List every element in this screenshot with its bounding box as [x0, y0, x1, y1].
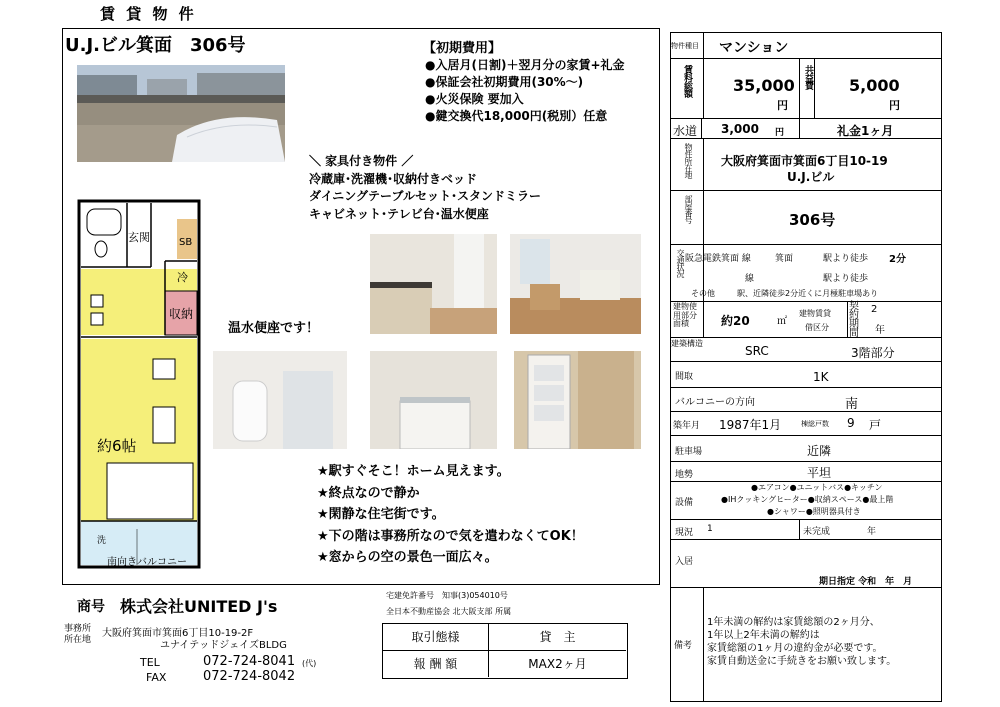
built-value: 1987年1月: [719, 418, 782, 432]
furniture-line: キャビネット･テレビ台･温水便座: [309, 206, 489, 221]
equipment-label: 設備: [675, 498, 694, 508]
initial-cost-item: ●火災保険 要加入: [425, 92, 524, 106]
notes-text: [707, 616, 896, 668]
initial-costs-title: 【初期費用】: [423, 41, 502, 56]
furniture-title: ＼ 家具付き物件 ／: [309, 154, 414, 168]
document-type: 賃 貸 物 件: [100, 5, 197, 23]
fp-balcony-label: 南向きバルコニー: [107, 557, 187, 568]
toilet-caption: 温水便座です！: [228, 321, 320, 336]
fee-label: 報 酬 額: [383, 651, 489, 677]
transaction-type-value: 貸 主: [489, 624, 626, 651]
fp-sb-label: SB: [179, 237, 193, 248]
notes-label: 備考: [674, 641, 693, 651]
parking-value: 近隣: [807, 444, 832, 458]
row-water: [671, 119, 941, 139]
walk2-label: 駅より徒歩: [823, 274, 869, 284]
equipment-line: ●IHクッキングヒーター●収納スペース●最上階: [721, 495, 894, 504]
row-rent: [671, 59, 941, 119]
floor-value: 3階部分: [851, 346, 895, 360]
row-layout: [671, 362, 941, 388]
office-address: 大阪府箕面市箕面6丁目10-19-2F: [102, 628, 254, 639]
row-status: [671, 520, 941, 540]
note-line: 家賃総額の1ヶ月の違約金が必要です。: [707, 643, 883, 654]
lease-type-2: 借区分: [805, 323, 829, 332]
property-flyer-panel: [62, 28, 660, 585]
feature-item: ★閑静な住宅街です。: [317, 507, 445, 522]
office-label-line: 所在地: [64, 635, 92, 645]
balcony-label: バルコニーの方向: [675, 397, 755, 408]
units-value: 9: [847, 416, 855, 430]
rent-yen: 円: [777, 99, 788, 112]
structure-label: 建築構造: [671, 339, 703, 348]
room-value: 306号: [789, 211, 836, 229]
room-photo: [510, 234, 641, 334]
kind-value: マンション: [719, 40, 789, 56]
transaction-type-label: 取引態様: [383, 624, 489, 651]
common-label-cell: [799, 59, 815, 119]
toilet-photo: [213, 351, 347, 449]
row-location: [671, 139, 941, 191]
notes-label-cell: [671, 588, 704, 701]
terrain-label: 地勢: [675, 470, 694, 480]
association: 全日本不動産協会 北大阪支部 所属: [386, 607, 512, 616]
location-label-cell: [671, 139, 704, 190]
row-structure: [671, 338, 941, 362]
fax-label: FAX: [146, 671, 167, 684]
furniture-line: 冷蔵庫･洗濯機･収納付きベッド: [309, 171, 478, 186]
row-equipment: [671, 482, 941, 520]
water-label: 水道: [673, 124, 698, 138]
fp-entrance-label: 玄関: [128, 231, 150, 244]
contract-unit: 年: [875, 325, 885, 336]
kind-label: 物件種目: [671, 33, 704, 58]
row-parking: [671, 436, 941, 462]
common-label: 共益費: [803, 65, 813, 89]
status-label: 現況: [675, 528, 694, 538]
area-value: 約20: [721, 314, 750, 328]
water-value: 3,000: [721, 122, 759, 136]
units-unit: 戸: [869, 418, 882, 432]
key-money: 礼金1ヶ月: [837, 124, 894, 138]
row-area: [671, 302, 941, 338]
status-value: 1: [707, 524, 713, 534]
structure-value: SRC: [745, 344, 769, 358]
layout-value: 1K: [813, 370, 829, 384]
address-value: 大阪府箕面市箕面6丁目10-19: [721, 154, 888, 168]
fee-value: MAX2ヶ月: [528, 657, 587, 671]
feature-item: ★下の階は事務所なので気を遣わなくてOK！: [317, 528, 584, 544]
equipment-line: ●シャワー●照明器具付き: [767, 507, 861, 516]
initial-cost-item: ●入居月(日割)＋翌月分の家賃+礼金: [425, 58, 625, 72]
initial-cost-item: ●保証会社初期費用(30%〜): [425, 75, 584, 89]
status-completion: 未完成: [803, 527, 831, 537]
kitchen-photo: [370, 234, 497, 334]
balcony-photo: [77, 65, 285, 162]
office-label: [64, 624, 91, 646]
fp-storage-label: 収納: [169, 307, 194, 321]
row-kind: [671, 33, 941, 59]
initial-cost-item: ●鍵交換代18,000円(税別）任意: [425, 109, 608, 123]
note-line: 1年未満の解約は家賃総額の2ヶ月分、: [707, 617, 880, 628]
tel-note: (代): [302, 659, 317, 668]
furniture-line: ダイニングテーブルセット･スタンドミラー: [309, 189, 541, 203]
contract-label: 契約期間: [849, 301, 859, 339]
office-label-line: 事務所: [64, 624, 92, 634]
row-notes: [671, 588, 941, 701]
contract-years: 2: [871, 304, 878, 315]
tel-number[interactable]: 072-724-8041: [203, 654, 296, 669]
row-balcony: [671, 388, 941, 412]
line1: 阪急電鉄箕面 線: [685, 254, 751, 264]
other-value: 駅、近隣徒歩2分近くに月極駐車場あり: [737, 289, 879, 298]
movein-value: 期日指定 令和 年 月: [819, 577, 913, 587]
floor-plan: [77, 199, 203, 571]
row-terrain: [671, 462, 941, 482]
room-label: 部屋番号: [684, 195, 693, 223]
license-number: 宅建免許番号 知事(3)054010号: [386, 591, 508, 600]
walk1-label: 駅より徒歩: [823, 254, 869, 264]
office-building: ユナイテッドジェイズBLDG: [160, 640, 287, 651]
furniture-list: [309, 153, 541, 223]
company-name: 株式会社UNITED J's: [120, 597, 278, 616]
station1: 箕面: [775, 254, 794, 264]
built-label: 築年月: [673, 421, 701, 431]
note-line: 家賃自動送金に手続きをお願い致します。: [707, 656, 897, 667]
area-unit: ㎡: [777, 316, 787, 327]
area-label: 建物使用部分面積: [673, 302, 697, 328]
status-year: 年: [867, 527, 877, 537]
fp-wash-label: 洗: [97, 536, 107, 546]
property-details-table: [670, 32, 942, 702]
area-label-cell: [671, 302, 704, 337]
lease-type-1: 建物賃貸: [799, 309, 831, 318]
fp-fridge-label: 冷: [177, 271, 188, 284]
rent-label: 賃料総額: [682, 65, 692, 97]
rent-label-cell: [671, 59, 704, 118]
layout-label: 間取: [675, 372, 694, 382]
common-value: 5,000: [849, 76, 900, 95]
row-built: [671, 412, 941, 436]
note-line: 1年以上2年未満の解約は: [707, 630, 820, 641]
row-transport: [671, 245, 941, 302]
fp-room-size: 約6帖: [97, 437, 137, 455]
sink-photo: [370, 351, 497, 449]
feature-item: ★窓からの空の景色一面広々。: [317, 550, 498, 565]
common-yen: 円: [889, 99, 900, 112]
parking-label: 駐車場: [675, 447, 703, 457]
room-label-cell: [671, 191, 704, 244]
divider: [847, 302, 848, 338]
divider: [799, 520, 800, 540]
property-title: U.J.ビル箕面 306号: [65, 35, 246, 56]
water-yen: 円: [775, 128, 785, 138]
row-movein: [671, 540, 941, 588]
balcony-value: 南: [845, 397, 859, 412]
equipment-line: ●エアコン●ユニットバス●キッチン: [751, 483, 883, 492]
divider: [799, 119, 800, 139]
tel-label: TEL: [140, 656, 160, 669]
row-room-number: [671, 191, 941, 245]
movein-label: 入居: [675, 557, 694, 567]
initial-costs-list: [425, 57, 625, 125]
location-label: 物件所在地: [684, 143, 693, 178]
line2: 線: [745, 274, 755, 284]
trade-name-label: 商号: [77, 599, 105, 615]
building-value: U.J.ビル: [787, 170, 835, 184]
transaction-box: [382, 623, 628, 679]
divider: [701, 119, 702, 139]
other-label: その他: [691, 289, 715, 298]
features-list: [317, 461, 584, 569]
feature-item: ★終点なので静か: [317, 485, 420, 501]
fax-number: 072-724-8042: [203, 669, 296, 684]
rent-value: 35,000: [733, 76, 795, 95]
feature-item: ★駅すぐそこ！ホーム見えます。: [317, 464, 510, 479]
walk1-value: 2分: [889, 254, 906, 265]
closet-photo: [514, 351, 641, 449]
units-label: 棟総戸数: [801, 420, 829, 428]
terrain-value: 平坦: [807, 466, 832, 480]
transport-label: 交通状況: [676, 249, 685, 277]
